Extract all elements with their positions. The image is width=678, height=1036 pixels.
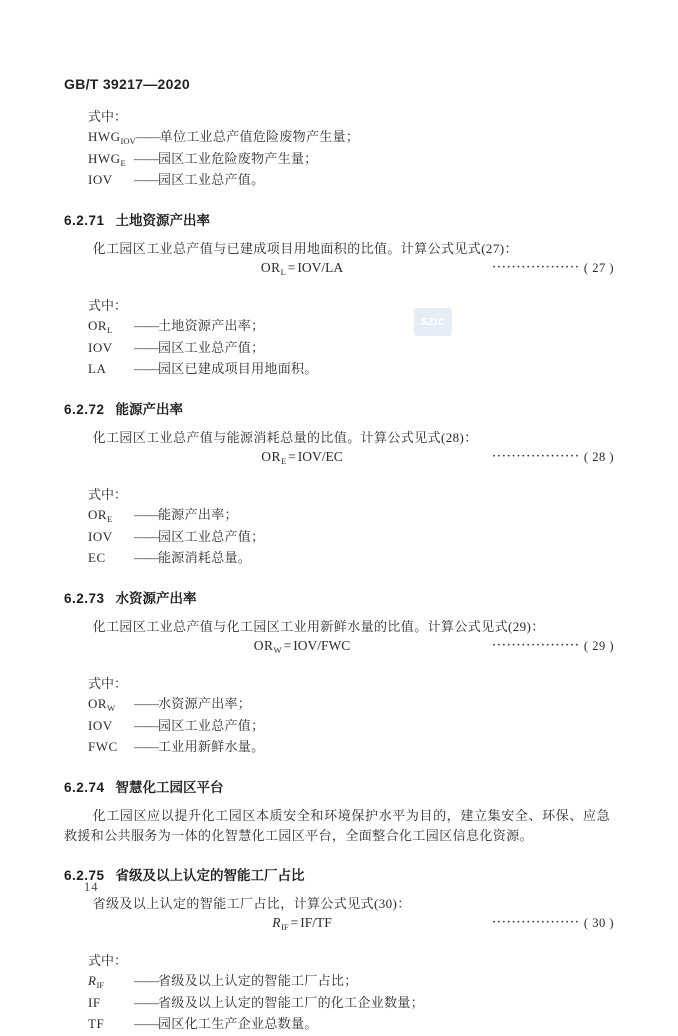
equals-sign: = xyxy=(290,915,299,930)
definition-desc: 单位工业总产值危险废物产生量； xyxy=(159,129,360,144)
formula-rhs: IOV/LA xyxy=(297,260,344,275)
definition-symbol: $OR_E$ xyxy=(88,507,113,524)
section-6-2-73 xyxy=(64,590,614,759)
szic-watermark-logo: SZIC xyxy=(414,308,452,336)
definition-symbol: LA xyxy=(88,361,107,376)
where-label: 式中： xyxy=(88,676,128,691)
definition-desc: 园区已建成项目用地面积。 xyxy=(158,361,318,376)
section-number: 6.2.72 xyxy=(64,401,105,417)
formula-lhs: OR xyxy=(253,638,274,653)
section-6-2-72 xyxy=(64,401,614,570)
definition-row xyxy=(88,548,610,570)
section-number: 6.2.75 xyxy=(64,867,105,883)
formula-subscript: W xyxy=(273,645,282,655)
section-heading xyxy=(64,867,610,884)
definition-dash: —— xyxy=(134,717,158,733)
definition-symbol: $R_{IF}$ xyxy=(88,973,105,990)
definition-row xyxy=(88,737,610,759)
page-number: 14 xyxy=(84,880,99,894)
section-title: 水资源产出率 xyxy=(115,590,197,606)
definition-desc: 园区化工生产企业总数量。 xyxy=(158,1016,318,1031)
definition-dash: —— xyxy=(134,339,158,355)
definition-symbol: $OR_L$ xyxy=(88,318,113,335)
dotted-leader: ·················· xyxy=(492,916,580,928)
paragraph: 化工园区工业总产值与能源消耗总量的比值。计算公式见式(28)： xyxy=(92,429,478,445)
formula-rhs: IF/TF xyxy=(300,915,332,930)
section-number: 6.2.74 xyxy=(64,779,105,795)
definition-desc: 园区工业总产值； xyxy=(158,717,265,733)
definition-row xyxy=(88,993,610,1015)
formula-subscript: E xyxy=(280,456,287,466)
dotted-leader: ·················· xyxy=(492,639,580,651)
definition-row xyxy=(88,170,610,192)
definition-desc: 园区工业总产值。 xyxy=(158,172,265,187)
equation-reference xyxy=(492,450,614,465)
definition-desc: 省级及以上认定的智能工厂占比； xyxy=(158,973,358,988)
equation-number: ( 30 ) xyxy=(583,916,614,930)
definition-dash: —— xyxy=(134,507,158,522)
definition-symbol: IOV xyxy=(88,528,113,544)
section-title: 土地资源产出率 xyxy=(115,212,211,228)
definition-list xyxy=(88,505,610,570)
definition-dash: —— xyxy=(134,361,158,376)
definition-symbol: IOV xyxy=(88,717,113,733)
definition-desc: 工业用新鲜水量。 xyxy=(158,739,265,754)
definition-row xyxy=(88,694,610,716)
section-number: 6.2.71 xyxy=(64,212,105,228)
definition-row xyxy=(88,716,610,738)
section-heading xyxy=(64,212,610,229)
formula xyxy=(64,260,540,276)
section-title: 省级及以上认定的智能工厂占比 xyxy=(115,867,305,883)
definition-symbol: IOV xyxy=(88,172,113,187)
equals-sign: = xyxy=(283,638,292,653)
definition-symbol: $HWG_{IOV}$ xyxy=(88,129,136,146)
definition-row xyxy=(88,316,610,338)
section-heading xyxy=(64,590,610,607)
definition-desc: 园区工业总产值； xyxy=(158,339,265,355)
definition-row xyxy=(88,338,610,360)
definition-list xyxy=(88,127,610,192)
formula-lhs: R xyxy=(272,915,282,930)
definition-desc: 能源消耗总量。 xyxy=(158,550,252,565)
formula-row xyxy=(64,449,614,470)
definition-row xyxy=(88,971,610,993)
equals-sign: = xyxy=(287,260,296,275)
formula xyxy=(64,449,540,465)
formula-lhs: OR xyxy=(260,260,281,275)
definition-dash: —— xyxy=(134,172,158,187)
formula-subscript: IF xyxy=(281,922,289,932)
section-number: 6.2.73 xyxy=(64,590,105,606)
definition-dash: —— xyxy=(134,528,158,544)
formula-lhs: OR xyxy=(261,449,281,464)
definition-desc: 能源产出率； xyxy=(158,507,238,522)
definition-row xyxy=(88,1014,610,1036)
definition-dash: —— xyxy=(134,696,158,711)
equation-number: ( 27 ) xyxy=(583,261,614,275)
where-label: 式中： xyxy=(88,109,128,124)
definition-symbol: EC xyxy=(88,550,106,565)
dotted-leader: ·················· xyxy=(492,261,580,273)
formula-row xyxy=(64,638,614,659)
definition-dash: —— xyxy=(134,550,158,565)
formula xyxy=(64,638,540,654)
definition-dash: —— xyxy=(135,129,160,144)
where-label: 式中： xyxy=(88,487,128,502)
formula-rhs: IOV/FWC xyxy=(293,638,351,653)
equation-number: ( 28 ) xyxy=(583,450,614,464)
equation-reference xyxy=(492,639,614,654)
paragraph: 化工园区工业总产值与化工园区工业用新鲜水量的比值。计算公式见式(29)： xyxy=(92,618,545,634)
definition-symbol: $HWG_E$ xyxy=(88,150,126,168)
section-title: 能源产出率 xyxy=(115,401,184,417)
definition-list xyxy=(88,971,610,1036)
definition-list xyxy=(88,694,610,759)
paragraph: 省级及以上认定的智能工厂占比，计算公式见式(30)： xyxy=(92,895,411,911)
dotted-leader: ·················· xyxy=(492,450,580,462)
section-heading xyxy=(64,401,610,418)
section-6-2-75 xyxy=(64,867,614,1036)
definition-row xyxy=(88,149,610,171)
definition-desc: 园区工业总产值； xyxy=(158,528,265,544)
equation-number: ( 29 ) xyxy=(583,639,614,653)
formula-row xyxy=(64,260,614,281)
section-heading xyxy=(64,779,610,796)
definition-row xyxy=(88,359,610,381)
definition-desc: 园区工业危险废物产生量； xyxy=(158,150,318,166)
definition-desc: 土地资源产出率； xyxy=(158,318,265,333)
definition-symbol: FWC xyxy=(88,739,118,754)
definition-dash: —— xyxy=(134,150,158,166)
definition-dash: —— xyxy=(134,739,158,754)
equals-sign: = xyxy=(288,449,296,464)
formula-rhs: IOV/EC xyxy=(297,449,343,464)
definition-row xyxy=(88,527,610,549)
definition-row xyxy=(88,127,610,149)
where-label: 式中： xyxy=(88,298,128,313)
definition-symbol: $OR_W$ xyxy=(88,696,116,713)
definition-symbol: IF xyxy=(88,994,101,1010)
formula xyxy=(64,915,540,931)
doc-code: GB/T 39217—2020 xyxy=(64,76,190,92)
where-label: 式中： xyxy=(88,953,128,968)
definition-symbol: TF xyxy=(88,1016,105,1031)
section-title: 智慧化工园区平台 xyxy=(115,779,224,795)
definition-row xyxy=(88,505,610,527)
definition-symbol: IOV xyxy=(88,339,113,355)
formula-row xyxy=(64,915,614,936)
equation-reference xyxy=(492,916,614,931)
definition-dash: —— xyxy=(134,994,158,1010)
section-6-2-74 xyxy=(64,779,610,847)
definition-desc: 水资源产出率； xyxy=(158,696,252,711)
section-6-2-71 xyxy=(64,212,614,381)
definition-dash: —— xyxy=(134,973,158,988)
formula-subscript: L xyxy=(280,267,286,277)
equation-reference xyxy=(492,261,614,276)
definition-list xyxy=(88,316,610,381)
definition-desc: 省级及以上认定的智能工厂的化工企业数量； xyxy=(158,994,425,1010)
paragraph: 化工园区工业总产值与已建成项目用地面积的比值。计算公式见式(27)： xyxy=(92,240,518,256)
definition-dash: —— xyxy=(134,1016,158,1031)
definition-dash: —— xyxy=(134,318,158,333)
paragraph: 化工园区应以提升化工园区本质安全和环境保护水平为目的，建立集安全、环保、应急救援和公共服务为一体的化智慧化工园区平台，全面整合化工园区信息化资源。 xyxy=(64,807,610,843)
